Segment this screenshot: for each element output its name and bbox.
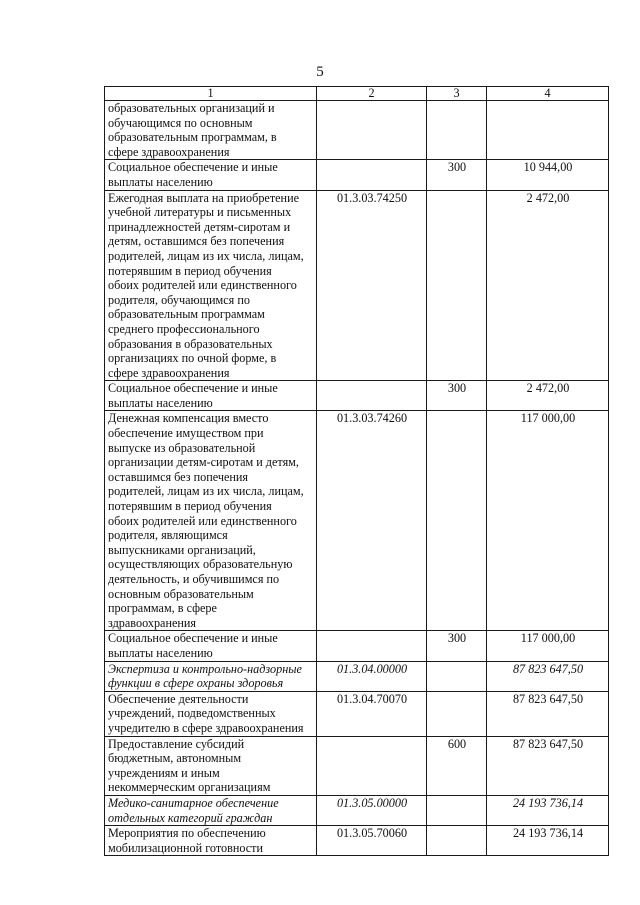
cell-expense-type [427, 661, 487, 691]
cell-name [105, 631, 317, 661]
cell-amount [487, 736, 609, 795]
table-row [105, 826, 609, 856]
cell-name-text: Социальное обеспечение и иные выплаты населению [108, 160, 278, 189]
cell-amount-text: 117 000,00 [520, 411, 576, 426]
cell-amount [487, 691, 609, 736]
cell-code [317, 661, 427, 691]
table-row [105, 381, 609, 411]
cell-name [105, 691, 317, 736]
cell-code [317, 411, 427, 631]
cell-code-text: 01.3.04.00000 [336, 661, 408, 676]
cell-expense-type [427, 160, 487, 190]
cell-expense-type [427, 631, 487, 661]
column-header: 4 [487, 87, 609, 101]
cell-name-text: Ежегодная выплата на приобретение учебной литературы и письменных принадлежностей детям-сиротам и детям, оставшимся без попечения родителей, лицам из их числа, лицам, потерявшим в период обучения обоих родителей или единственного родителя, обучающимся по образовательным программам среднего профессионального образования в образовательных организациях по очной форме, в сфере здравоохранения [108, 190, 304, 380]
cell-name-text: Социальное обеспечение и иные выплаты населению [108, 631, 278, 660]
cell-amount [487, 795, 609, 825]
page-number: 5 [316, 64, 324, 80]
cell-name-text: Социальное обеспечение и иные выплаты населению [108, 381, 278, 410]
budget-table [104, 86, 609, 856]
cell-amount-text: 10 944,00 [523, 160, 573, 175]
cell-code [317, 101, 427, 160]
cell-code [317, 631, 427, 661]
cell-expense-type-text: 600 [447, 736, 467, 751]
cell-expense-type [427, 691, 487, 736]
cell-expense-type [427, 101, 487, 160]
cell-amount [487, 190, 609, 381]
column-header: 2 [317, 87, 427, 101]
cell-name-text: Обеспечение деятельности учреждений, подведомственных учредителю в сфере здравоохранения [108, 691, 304, 735]
table-row [105, 411, 609, 631]
cell-name-text: Экспертиза и контрольно-надзорные функции в сфере охраны здоровья [108, 661, 302, 691]
cell-expense-type [427, 411, 487, 631]
cell-code [317, 691, 427, 736]
table-row [105, 160, 609, 190]
cell-amount-text: 87 823 647,50 [512, 661, 584, 676]
column-header: 1 [105, 87, 317, 101]
cell-expense-type [427, 190, 487, 381]
cell-name-text: Медико-санитарное обеспечение отдельных категорий граждан [108, 795, 279, 825]
cell-name-text: Предоставление субсидий бюджетным, автономным учреждениям и иным некоммерческим организациям [108, 736, 271, 795]
cell-amount [487, 381, 609, 411]
cell-amount [487, 661, 609, 691]
cell-name-text: Денежная компенсация вместо обеспечение имуществом при выпуске из образовательной организации детям-сиротам и детям, оставшимся без попечения родителей, лицам из их числа, лицам, потерявшим в период обучения обоих родителей или единственного родителя, являющимся выпускниками организаций, осуществляющих образовательную деятельность, и обучившимся по основным образовательным программам, в сфере здравоохранения [108, 411, 304, 630]
table-row [105, 190, 609, 381]
cell-expense-type [427, 795, 487, 825]
cell-expense-type-text: 300 [447, 381, 467, 396]
cell-expense-type-text: 300 [447, 631, 467, 646]
table-header-row [105, 87, 609, 101]
cell-code [317, 795, 427, 825]
cell-name [105, 411, 317, 631]
cell-amount-text: 24 193 736,14 [512, 795, 584, 810]
cell-amount-text: 117 000,00 [520, 631, 576, 646]
cell-name [105, 661, 317, 691]
cell-expense-type [427, 381, 487, 411]
cell-amount [487, 160, 609, 190]
cell-code [317, 190, 427, 381]
cell-name [105, 795, 317, 825]
column-header: 3 [427, 87, 487, 101]
cell-name-text: образовательных организаций и обучающимся по основным образовательным программам, в сфере здравоохранения [108, 101, 277, 159]
cell-name [105, 381, 317, 411]
table-row [105, 795, 609, 825]
cell-name-text: Мероприятия по обеспечению мобилизационной готовности [108, 826, 266, 855]
cell-amount [487, 826, 609, 856]
cell-expense-type [427, 826, 487, 856]
cell-name [105, 826, 317, 856]
table-row [105, 691, 609, 736]
cell-expense-type-text: 300 [447, 160, 467, 175]
cell-amount [487, 411, 609, 631]
table-row [105, 631, 609, 661]
cell-code-text: 01.3.03.74250 [336, 190, 408, 205]
table-row [105, 736, 609, 795]
cell-code-text: 01.3.05.00000 [336, 795, 408, 810]
cell-name [105, 190, 317, 381]
cell-amount [487, 631, 609, 661]
cell-name [105, 101, 317, 160]
cell-code [317, 381, 427, 411]
cell-amount-text: 24 193 736,14 [512, 826, 584, 841]
cell-code [317, 826, 427, 856]
cell-amount [487, 101, 609, 160]
cell-name [105, 736, 317, 795]
table-row [105, 101, 609, 160]
cell-amount-text: 2 472,00 [526, 190, 570, 205]
cell-amount-text: 2 472,00 [526, 381, 570, 396]
cell-expense-type [427, 736, 487, 795]
cell-code [317, 736, 427, 795]
cell-code-text: 01.3.05.70060 [336, 826, 408, 841]
cell-amount-text: 87 823 647,50 [512, 736, 584, 751]
table-row [105, 661, 609, 691]
cell-code-text: 01.3.03.74260 [336, 411, 408, 426]
cell-amount-text: 87 823 647,50 [512, 691, 584, 706]
cell-code [317, 160, 427, 190]
cell-code-text: 01.3.04.70070 [336, 691, 408, 706]
cell-name [105, 160, 317, 190]
